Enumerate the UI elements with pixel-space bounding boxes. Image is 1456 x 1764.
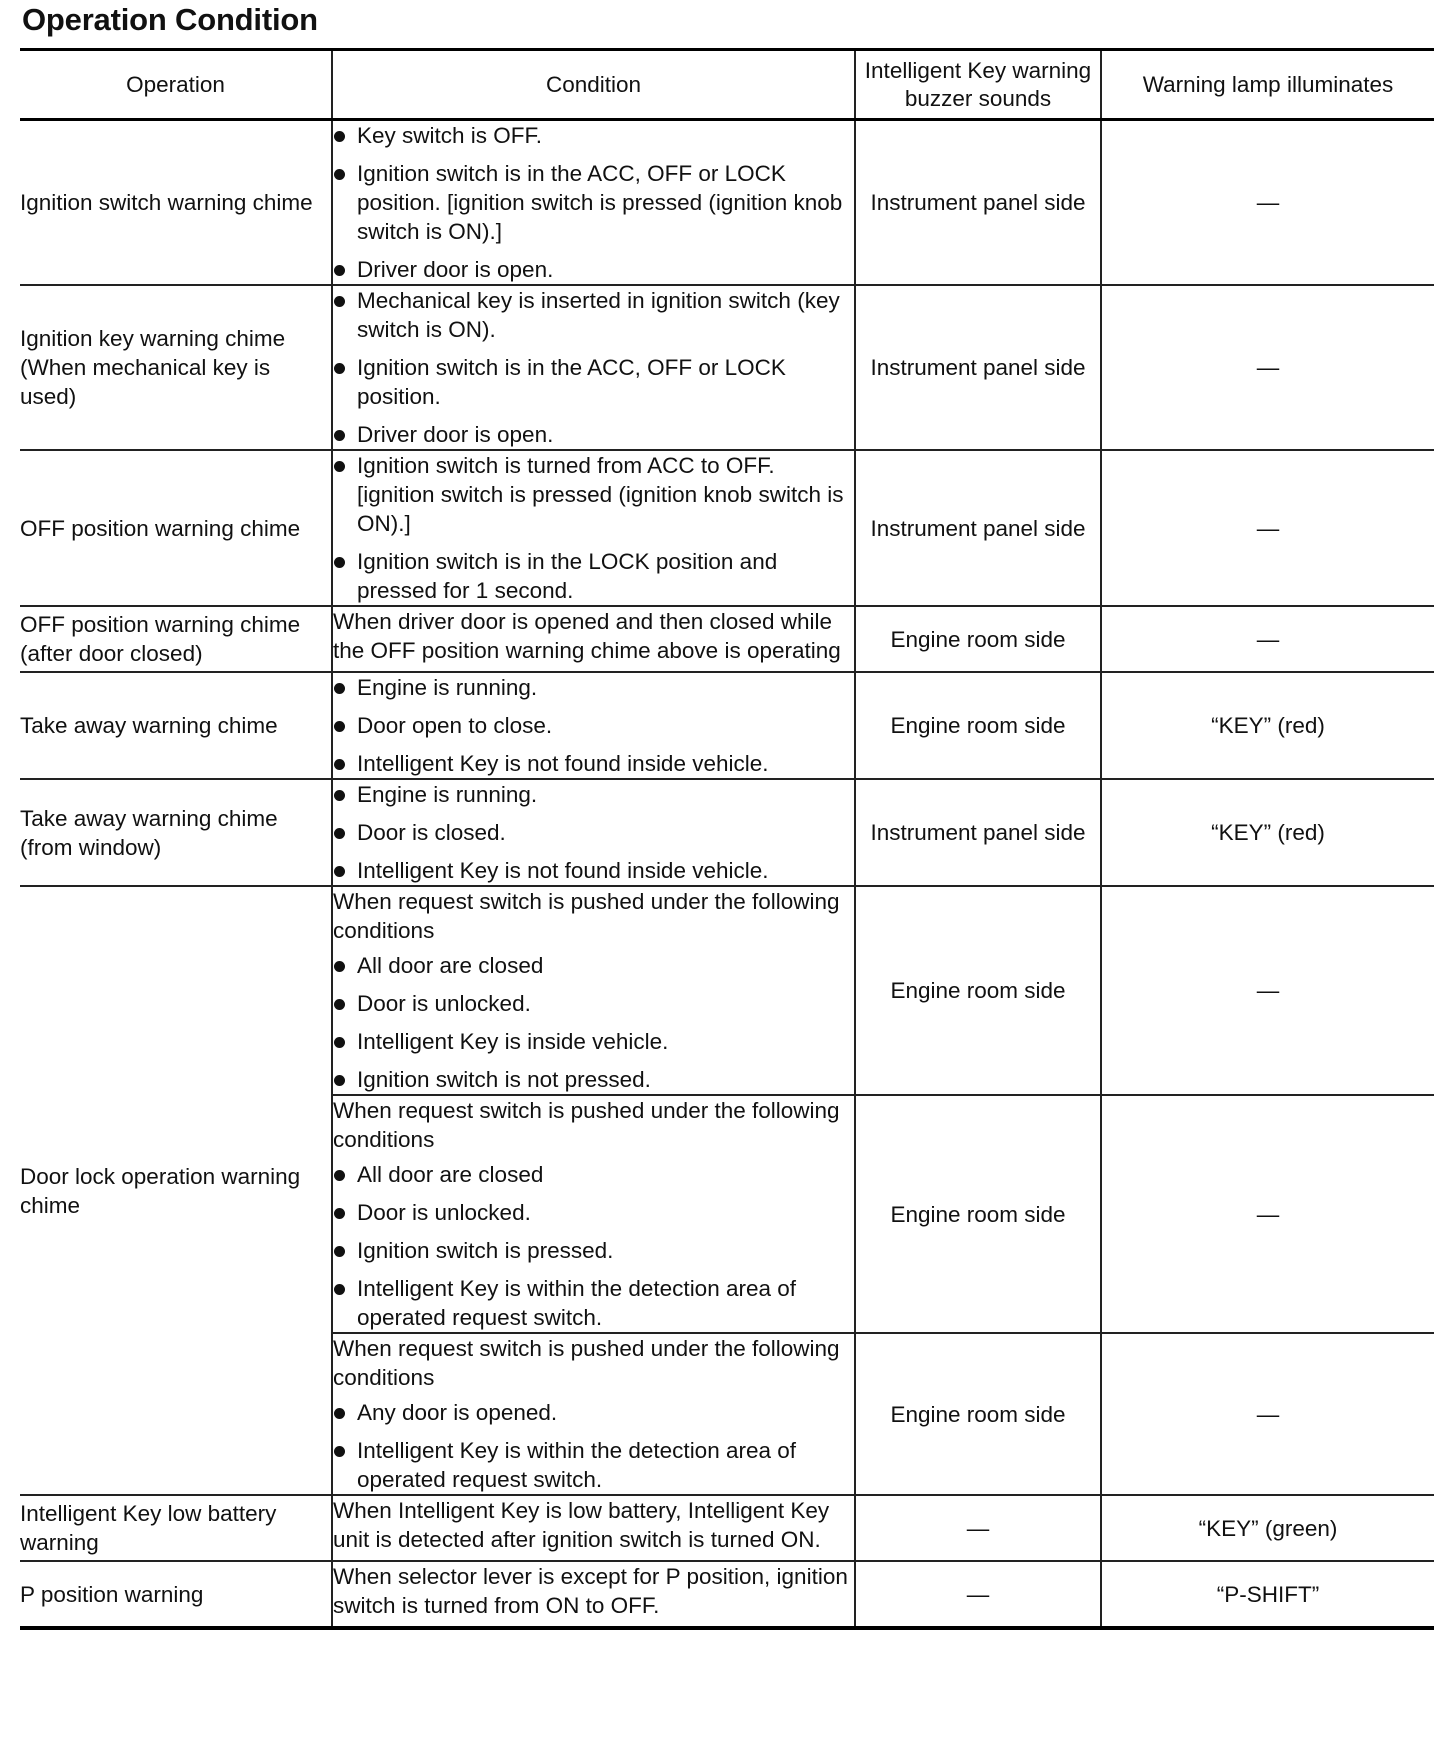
buzzer-cell: Engine room side [855,1333,1101,1495]
section-title: Operation Condition [22,2,318,37]
warning-lamp-cell: — [1101,120,1434,286]
condition-item: Intelligent Key is inside vehicle. [333,1027,854,1056]
warning-lamp-cell: — [1101,450,1434,606]
condition-item: Engine is running. [333,673,854,702]
condition-cell [332,1095,855,1333]
condition-intro: When request switch is pushed under the following conditions [333,1336,840,1390]
condition-cell [332,450,855,606]
condition-cell [332,886,855,1095]
condition-intro: When request switch is pushed under the following conditions [333,889,840,943]
table-row [20,672,1434,779]
condition-item: Intelligent Key is within the detection area of operated request switch. [333,1436,854,1494]
operation-cell: P position warning [20,1561,332,1628]
buzzer-cell: — [855,1561,1101,1628]
condition-item: Door open to close. [333,711,854,740]
buzzer-cell: Engine room side [855,1095,1101,1333]
condition-list [333,780,854,885]
condition-list [333,1160,854,1332]
condition-cell [332,1333,855,1495]
warning-lamp-cell: “KEY” (green) [1101,1495,1434,1561]
buzzer-cell: Instrument panel side [855,450,1101,606]
condition-item: Ignition switch is turned from ACC to OFF. [ignition switch is pressed (ignition knob switch is ON).] [333,451,854,538]
operation-cell: OFF position warning chime [20,450,332,606]
table-row [20,1561,1434,1628]
condition-item: Ignition switch is in the ACC, OFF or LOCK position. [333,353,854,411]
operation-cell: Take away warning chime (from window) [20,779,332,886]
operation-cell: Door lock operation warning chime [20,886,332,1495]
condition-cell [332,672,855,779]
condition-list [333,121,854,284]
buzzer-cell: Engine room side [855,672,1101,779]
condition-cell [332,1495,855,1561]
operation-cell: Intelligent Key low battery warning [20,1495,332,1561]
condition-intro: When Intelligent Key is low battery, Intelligent Key unit is detected after ignition switch is turned ON. [333,1498,830,1552]
warning-lamp-cell: “KEY” (red) [1101,672,1434,779]
header-condition: Condition [332,50,855,120]
buzzer-cell: Instrument panel side [855,120,1101,286]
condition-item: Door is unlocked. [333,989,854,1018]
table-row [20,450,1434,606]
condition-item: Ignition switch is in the ACC, OFF or LOCK position. [ignition switch is pressed (ignition knob switch is ON).] [333,159,854,246]
condition-cell [332,285,855,450]
condition-intro: When request switch is pushed under the following conditions [333,1098,840,1152]
condition-list [333,1398,854,1494]
condition-cell [332,1561,855,1628]
table-row [20,886,1434,1095]
condition-item: Door is closed. [333,818,854,847]
table-body [20,120,1434,1629]
table-row [20,120,1434,286]
warning-lamp-cell: — [1101,1333,1434,1495]
condition-cell [332,779,855,886]
buzzer-cell: Engine room side [855,606,1101,672]
condition-item: Intelligent Key is within the detection area of operated request switch. [333,1274,854,1332]
operation-cell: Take away warning chime [20,672,332,779]
warning-lamp-cell: — [1101,1095,1434,1333]
condition-item: Mechanical key is inserted in ignition switch (key switch is ON). [333,286,854,344]
operation-cell: OFF position warning chime (after door closed) [20,606,332,672]
table-header-row [20,50,1434,120]
condition-item: Intelligent Key is not found inside vehicle. [333,856,854,885]
warning-lamp-cell: — [1101,285,1434,450]
condition-cell [332,120,855,286]
table-row [20,285,1434,450]
condition-list [333,451,854,605]
condition-item: Driver door is open. [333,255,854,284]
operation-cell: Ignition switch warning chime [20,120,332,286]
condition-list [333,673,854,778]
condition-item: Intelligent Key is not found inside vehicle. [333,749,854,778]
condition-cell [332,606,855,672]
condition-item: Door is unlocked. [333,1198,854,1227]
condition-list [333,286,854,449]
condition-list [333,951,854,1094]
table-row [20,1495,1434,1561]
operation-cell: Ignition key warning chime (When mechanical key is used) [20,285,332,450]
condition-item: All door are closed [333,1160,854,1189]
condition-item: Ignition switch is in the LOCK position and pressed for 1 second. [333,547,854,605]
buzzer-cell: Instrument panel side [855,285,1101,450]
condition-item: Engine is running. [333,780,854,809]
condition-item: Ignition switch is pressed. [333,1236,854,1265]
condition-item: Key switch is OFF. [333,121,854,150]
warning-lamp-cell: — [1101,886,1434,1095]
condition-intro: When driver door is opened and then closed while the OFF position warning chime above is operating [333,609,841,663]
operation-condition-table [20,48,1434,1630]
condition-intro: When selector lever is except for P position, ignition switch is turned from ON to OFF. [333,1564,848,1618]
condition-item: All door are closed [333,951,854,980]
header-buzzer: Intelligent Key warning buzzer sounds [855,50,1101,120]
condition-item: Ignition switch is not pressed. [333,1065,854,1094]
condition-item: Any door is opened. [333,1398,854,1427]
warning-lamp-cell: — [1101,606,1434,672]
warning-lamp-cell: “KEY” (red) [1101,779,1434,886]
table-row [20,779,1434,886]
header-lamp: Warning lamp illuminates [1101,50,1434,120]
warning-lamp-cell: “P-SHIFT” [1101,1561,1434,1628]
condition-item: Driver door is open. [333,420,854,449]
table-row [20,606,1434,672]
buzzer-cell: Instrument panel side [855,779,1101,886]
buzzer-cell: Engine room side [855,886,1101,1095]
buzzer-cell: — [855,1495,1101,1561]
header-operation: Operation [20,50,332,120]
